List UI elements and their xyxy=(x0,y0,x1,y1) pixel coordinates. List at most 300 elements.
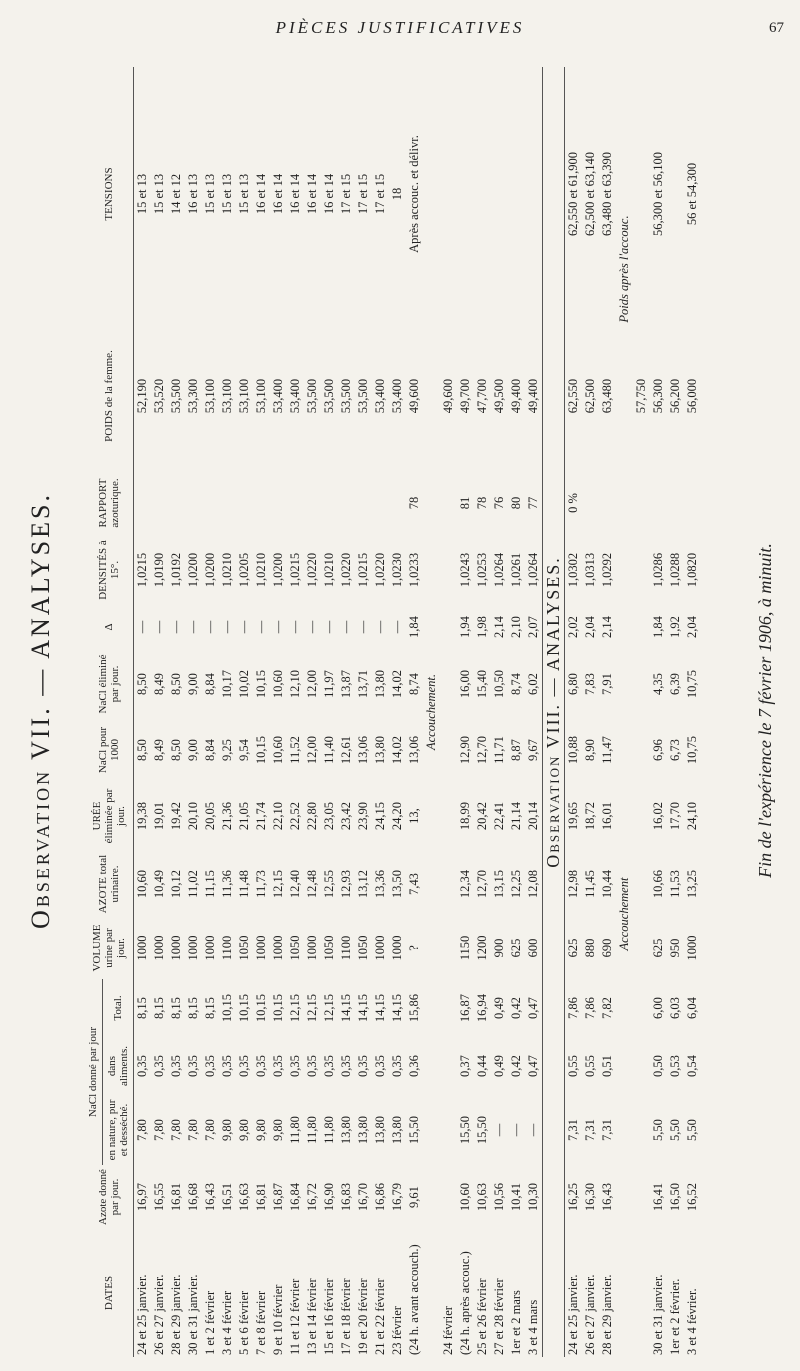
cell-nacl-nature: 7,31 xyxy=(566,1119,580,1141)
cell-uree: 19,38 xyxy=(135,801,149,831)
cell-date xyxy=(633,1229,650,1357)
cell-date: 1er et 2 février. xyxy=(668,1278,682,1355)
cell-nacl-total: 0,42 xyxy=(509,997,523,1019)
table-row xyxy=(372,67,389,1357)
cell-volume: 1000 xyxy=(685,935,699,961)
cell-azote-total: 12,34 xyxy=(458,869,472,899)
cell-nacl-elimine: 12,10 xyxy=(288,669,302,699)
cell-volume: 1050 xyxy=(356,935,370,961)
cell-nacl-aliments: 0,42 xyxy=(509,1055,523,1077)
cell-tension: 62,550 et 61,900 xyxy=(566,151,580,237)
cell-azote: 16,79 xyxy=(390,1182,404,1212)
cell-volume: 1050 xyxy=(288,935,302,961)
table-row xyxy=(474,67,491,1357)
cell-delta: — xyxy=(390,620,404,634)
cell-rapport xyxy=(582,471,599,535)
cell-delta xyxy=(633,605,650,649)
cell-delta: — xyxy=(169,620,183,634)
cell-nacl-nature: 7,80 xyxy=(135,1119,149,1141)
cell-nacl-nature: 7,80 xyxy=(169,1119,183,1141)
cell-nacl-total xyxy=(633,979,650,1037)
cell-densite: 1,0302 xyxy=(566,552,580,588)
cell-nacl-elimine: 15,40 xyxy=(475,669,489,699)
cell-poids: 53,520 xyxy=(152,378,166,414)
cell-nacl-aliments: 0,35 xyxy=(305,1055,319,1077)
cell-volume: 625 xyxy=(566,938,580,958)
cell-volume: 1050 xyxy=(237,935,251,961)
col-rapport: RAPPORT azoturique. xyxy=(84,471,134,535)
cell-azote: 16,70 xyxy=(356,1182,370,1212)
cell-azote: 16,43 xyxy=(600,1182,614,1212)
cell-nacl-1000: 9,67 xyxy=(526,739,540,761)
col-nacl-1000: NaCl pour 1000 xyxy=(84,719,134,781)
cell-delta: — xyxy=(220,620,234,634)
cell-poids: 53,400 xyxy=(288,378,302,414)
cell-nacl-nature: 9,80 xyxy=(254,1119,268,1141)
cell-nacl-aliments: 0,35 xyxy=(220,1055,234,1077)
analysis-table xyxy=(84,67,701,1357)
cell-delta: 2,14 xyxy=(600,616,614,638)
cell-rapport: 81 xyxy=(458,496,472,510)
col-poids: POIDS de la femme. xyxy=(84,321,134,471)
cell-delta: 2,04 xyxy=(685,616,699,638)
cell-date: 30 et 31 janvier. xyxy=(186,1274,200,1355)
cell-nacl-1000: 6,96 xyxy=(651,739,665,761)
cell-poids: 49,700 xyxy=(458,378,472,414)
cell-densite: 1,0288 xyxy=(668,552,682,588)
observation-subtitle-row xyxy=(543,67,565,1357)
cell-nacl-aliments: 0,53 xyxy=(668,1055,682,1077)
cell-rapport xyxy=(202,471,219,535)
cell-uree: 24,15 xyxy=(373,801,387,831)
cell-nacl-1000: 9,00 xyxy=(186,739,200,761)
cell-volume: 1050 xyxy=(322,935,336,961)
cell-volume: ? xyxy=(407,945,421,951)
cell-rapport: 78 xyxy=(475,496,489,510)
cell-uree: 22,41 xyxy=(492,801,506,831)
cell-azote-total: 10,49 xyxy=(152,869,166,899)
cell-densite: 1,0200 xyxy=(186,552,200,588)
cell-densite: 1,0215 xyxy=(288,552,302,588)
cell-nacl-total: 10,15 xyxy=(271,993,285,1023)
cell-nacl-nature: 5,50 xyxy=(668,1119,682,1141)
observation-title: Observation VII. — ANALYSES. xyxy=(26,492,55,929)
cell-tension: 15 et 13 xyxy=(220,173,234,215)
cell-densite xyxy=(440,535,457,605)
cell-date: 1er et 2 mars xyxy=(509,1290,523,1355)
cell-volume: 690 xyxy=(600,938,614,958)
cell-nacl-nature: 9,80 xyxy=(271,1119,285,1141)
cell-nacl-total xyxy=(440,979,457,1037)
cell-nacl-elimine: 14,02 xyxy=(390,669,404,699)
cell-nacl-aliments xyxy=(440,1037,457,1095)
cell-tension: 17 et 15 xyxy=(373,173,387,215)
cell-poids: 53,400 xyxy=(373,378,387,414)
cell-tension xyxy=(667,67,684,321)
cell-nacl-1000: 8,87 xyxy=(509,739,523,761)
cell-azote-total: 13,15 xyxy=(492,869,506,899)
col-azote-total: AZOTE total urinaire. xyxy=(84,851,134,917)
col-nacl-aliments: dans aliments. xyxy=(103,1037,134,1095)
cell-nacl-nature: — xyxy=(509,1123,523,1137)
cell-date: 21 et 22 février xyxy=(373,1278,387,1355)
cell-tension: 15 et 13 xyxy=(152,173,166,215)
cell-azote: 16,52 xyxy=(685,1182,699,1212)
cell-nacl-elimine: 12,00 xyxy=(305,669,319,699)
cell-nacl-elimine: 16,00 xyxy=(458,669,472,699)
cell-nacl-nature: — xyxy=(526,1123,540,1137)
table-row xyxy=(440,67,457,1357)
cell-delta: 1,98 xyxy=(475,616,489,638)
cell-volume: 1150 xyxy=(458,935,472,961)
cell-uree: 20,42 xyxy=(475,801,489,831)
cell-azote-total: 13,12 xyxy=(356,869,370,899)
cell-uree: 21,74 xyxy=(254,801,268,831)
cell-nacl-nature: — xyxy=(492,1123,506,1137)
cell-azote: 16,43 xyxy=(203,1182,217,1212)
cell-rapport xyxy=(684,471,701,535)
cell-delta: — xyxy=(152,620,166,634)
cell-nacl-1000: 11,47 xyxy=(600,736,614,764)
cell-azote: 16,68 xyxy=(186,1182,200,1212)
cell-delta: — xyxy=(305,620,319,634)
cell-delta: 1,84 xyxy=(651,616,665,638)
table-row xyxy=(219,67,236,1357)
page-header xyxy=(0,6,800,50)
cell-delta: — xyxy=(237,620,251,634)
cell-nacl-1000: 8,84 xyxy=(203,739,217,761)
cell-date: (24 h. avant accouch.) xyxy=(407,1244,421,1355)
cell-date: 13 et 14 février xyxy=(305,1278,319,1355)
cell-uree: 23,42 xyxy=(339,801,353,831)
cell-delta: 2,10 xyxy=(509,616,523,638)
cell-nacl-1000: 8,90 xyxy=(583,739,597,761)
cell-nacl-1000: 12,00 xyxy=(305,735,319,765)
cell-date: 1 et 2 février xyxy=(203,1290,217,1355)
cell-nacl-total: 10,15 xyxy=(237,993,251,1023)
cell-tension: 16 et 14 xyxy=(288,173,302,215)
cell-nacl-total: 16,87 xyxy=(458,993,472,1023)
table-row xyxy=(270,67,287,1357)
cell-azote: 16,97 xyxy=(135,1182,149,1212)
footer-note: Fin de l'expérience le 7 février 1906, à minuit. xyxy=(755,543,775,878)
cell-rapport xyxy=(321,471,338,535)
cell-nacl-elimine: 10,75 xyxy=(685,669,699,699)
cell-volume: 1000 xyxy=(186,935,200,961)
cell-volume: 600 xyxy=(526,938,540,958)
cell-nacl-total: 10,15 xyxy=(220,993,234,1023)
cell-nacl-nature: 13,80 xyxy=(339,1115,353,1145)
cell-nacl-aliments: 0,35 xyxy=(288,1055,302,1077)
cell-poids: 57,750 xyxy=(634,378,648,414)
col-delta: Δ xyxy=(84,605,134,649)
cell-nacl-1000: 6,73 xyxy=(668,739,682,761)
cell-poids: 56,200 xyxy=(668,378,682,414)
table-row xyxy=(491,67,508,1357)
cell-uree: 21,05 xyxy=(237,801,251,831)
cell-azote-total: 12,93 xyxy=(339,869,353,899)
cell-rapport xyxy=(304,471,321,535)
cell-poids: 53,300 xyxy=(186,378,200,414)
cell-poids: 53,400 xyxy=(271,378,285,414)
cell-azote: 16,81 xyxy=(254,1182,268,1212)
cell-tension: 56 et 54,300 xyxy=(685,162,699,226)
table-row xyxy=(168,67,185,1357)
cell-tension xyxy=(457,67,474,321)
cell-volume: 625 xyxy=(651,938,665,958)
table-row xyxy=(457,67,474,1357)
cell-delta: — xyxy=(373,620,387,634)
cell-volume: 900 xyxy=(492,938,506,958)
cell-nacl-elimine: 13,71 xyxy=(356,669,370,699)
cell-nacl-nature: 11,80 xyxy=(305,1116,319,1144)
cell-nacl-elimine: 10,17 xyxy=(220,669,234,699)
cell-nacl-total: 14,15 xyxy=(356,993,370,1023)
cell-uree: 21,36 xyxy=(220,801,234,831)
cell-densite: 1,0220 xyxy=(305,552,319,588)
cell-azote-total: 10,66 xyxy=(651,869,665,899)
cell-azote: 10,41 xyxy=(509,1182,523,1212)
cell-nacl-total: 15,86 xyxy=(407,993,421,1023)
cell-tension xyxy=(525,67,543,321)
cell-uree: 16,02 xyxy=(651,801,665,831)
cell-nacl-total: 7,86 xyxy=(566,997,580,1019)
cell-uree: 19,42 xyxy=(169,801,183,831)
cell-nacl-nature: 7,31 xyxy=(583,1119,597,1141)
cell-rapport xyxy=(270,471,287,535)
cell-nacl-aliments: 0,50 xyxy=(651,1055,665,1077)
col-nacl-elimine: NaCl éliminé par jour. xyxy=(84,649,134,719)
cell-azote-total: 13,50 xyxy=(390,869,404,899)
cell-volume: 950 xyxy=(668,938,682,958)
cell-nacl-aliments: 0,35 xyxy=(254,1055,268,1077)
page-number: 67 xyxy=(769,20,784,36)
col-azote: Azote donné par jour. xyxy=(84,1165,134,1229)
cell-nacl-aliments: 0,35 xyxy=(390,1055,404,1077)
cell-uree: 22,10 xyxy=(271,801,285,831)
cell-nacl-1000 xyxy=(633,719,650,781)
cell-nacl-aliments: 0,35 xyxy=(271,1055,285,1077)
cell-rapport xyxy=(355,471,372,535)
cell-poids: 49,400 xyxy=(526,378,540,414)
cell-azote: 16,25 xyxy=(566,1182,580,1212)
cell-date: 24 février xyxy=(441,1306,455,1355)
cell-rapport xyxy=(650,471,667,535)
cell-volume: 1000 xyxy=(390,935,404,961)
cell-poids: 56,300 xyxy=(651,378,665,414)
table-row xyxy=(508,67,525,1357)
cell-azote-total: 11,53 xyxy=(668,870,682,898)
cell-densite: 1,0261 xyxy=(509,552,523,588)
cell-densite: 1,0190 xyxy=(152,552,166,588)
cell-delta: 2,04 xyxy=(583,616,597,638)
cell-uree: 18,99 xyxy=(458,801,472,831)
table-row xyxy=(684,67,701,1357)
cell-densite: 1,0210 xyxy=(220,552,234,588)
cell-date: 9 et 10 février xyxy=(271,1284,285,1355)
cell-delta: 1,94 xyxy=(458,616,472,638)
table-row xyxy=(599,67,616,1357)
cell-volume: 1200 xyxy=(475,935,489,961)
cell-nacl-elimine: 11,97 xyxy=(322,670,336,698)
running-title: PIÈCES JUSTIFICATIVES xyxy=(275,18,525,37)
cell-azote: 16,83 xyxy=(339,1182,353,1212)
cell-date: 26 et 27 janvier. xyxy=(152,1274,166,1355)
cell-rapport xyxy=(287,471,304,535)
cell-date: 19 et 20 février xyxy=(356,1278,370,1355)
cell-poids: 49,500 xyxy=(492,378,506,414)
cell-densite: 1,0253 xyxy=(475,552,489,588)
cell-uree: 17,70 xyxy=(668,801,682,831)
table-row xyxy=(236,67,253,1357)
cell-tension: 15 et 13 xyxy=(203,173,217,215)
cell-tension xyxy=(474,67,491,321)
cell-densite: 1,0292 xyxy=(600,552,614,588)
cell-date: 3 et 4 mars xyxy=(526,1299,540,1355)
cell-nacl-total: 14,15 xyxy=(390,993,404,1023)
cell-date: 5 et 6 février xyxy=(237,1290,251,1355)
cell-delta: — xyxy=(288,620,302,634)
cell-delta: — xyxy=(135,620,149,634)
cell-volume: 1000 xyxy=(169,935,183,961)
cell-date: 23 février xyxy=(390,1306,404,1355)
cell-nacl-aliments: 0,37 xyxy=(458,1055,472,1077)
cell-nacl-elimine: 10,60 xyxy=(271,669,285,699)
cell-densite: 1,0286 xyxy=(651,552,665,588)
cell-azote-total xyxy=(633,851,650,917)
cell-rapport: 80 xyxy=(509,496,523,510)
cell-rapport xyxy=(185,471,202,535)
cell-date: 25 et 26 février xyxy=(475,1278,489,1355)
cell-rapport xyxy=(633,471,650,535)
cell-nacl-nature: 7,31 xyxy=(600,1119,614,1141)
note-text: Accouchement xyxy=(617,877,631,951)
cell-azote-total: 11,45 xyxy=(583,870,597,898)
cell-nacl-nature: 7,80 xyxy=(186,1119,200,1141)
cell-azote-total: 12,40 xyxy=(288,869,302,899)
cell-nacl-elimine: 7,83 xyxy=(583,673,597,695)
cell-azote: 16,84 xyxy=(288,1182,302,1212)
cell-uree: 20,10 xyxy=(186,801,200,831)
col-tensions: TENSIONS xyxy=(84,67,134,321)
table-row xyxy=(202,67,219,1357)
col-nacl-group: NaCl donné par jour xyxy=(84,979,103,1165)
cell-nacl-aliments xyxy=(633,1037,650,1095)
table-row xyxy=(321,67,338,1357)
table-row xyxy=(253,67,270,1357)
cell-poids: 47,700 xyxy=(475,378,489,414)
cell-tension: 18 xyxy=(390,187,404,201)
cell-volume: 1000 xyxy=(152,935,166,961)
cell-azote: 16,51 xyxy=(220,1182,234,1212)
cell-nacl-nature xyxy=(440,1095,457,1165)
cell-poids: 53,500 xyxy=(169,378,183,414)
col-uree: URÉE éliminée par jour. xyxy=(84,781,134,851)
cell-nacl-total: 8,15 xyxy=(152,997,166,1019)
cell-rapport xyxy=(599,471,616,535)
note-text: Accouchement. xyxy=(424,674,438,751)
cell-nacl-aliments: 0,47 xyxy=(526,1055,540,1077)
cell-azote xyxy=(440,1165,457,1229)
cell-nacl-aliments: 0,35 xyxy=(356,1055,370,1077)
cell-date: 26 et 27 janvier. xyxy=(583,1274,597,1355)
cell-volume xyxy=(633,917,650,979)
cell-date: (24 h. après accouc.) xyxy=(458,1251,472,1355)
cell-delta: — xyxy=(186,620,200,634)
cell-rapport xyxy=(440,471,457,535)
cell-azote-total xyxy=(440,851,457,917)
cell-uree: 16,01 xyxy=(600,801,614,831)
cell-tension: 16 et 13 xyxy=(186,173,200,215)
cell-nacl-nature: 7,80 xyxy=(203,1119,217,1141)
cell-uree: 20,05 xyxy=(203,801,217,831)
table-body xyxy=(134,67,702,1357)
cell-densite: 1,0215 xyxy=(135,552,149,588)
cell-nacl-total: 8,15 xyxy=(203,997,217,1019)
cell-nacl-total: 8,15 xyxy=(169,997,183,1019)
observation-subtitle: Observation VIII. — ANALYSES. xyxy=(543,67,565,1357)
cell-volume: 1100 xyxy=(220,935,234,961)
cell-nacl-elimine: 7,91 xyxy=(600,673,614,695)
cell-nacl-nature: 13,80 xyxy=(356,1115,370,1145)
cell-azote-total: 10,12 xyxy=(169,869,183,899)
cell-nacl-elimine: 10,02 xyxy=(237,669,251,699)
cell-nacl-1000: 11,71 xyxy=(492,736,506,764)
cell-nacl-aliments: 0,35 xyxy=(339,1055,353,1077)
cell-uree: 20,14 xyxy=(526,801,540,831)
cell-delta: — xyxy=(322,620,336,634)
cell-tension: 16 et 14 xyxy=(322,173,336,215)
cell-poids: 49,600 xyxy=(441,378,455,414)
cell-poids: 53,100 xyxy=(237,378,251,414)
cell-nacl-elimine: 6,39 xyxy=(668,673,682,695)
cell-date: 15 et 16 février xyxy=(322,1278,336,1355)
cell-densite: 1,0205 xyxy=(237,552,251,588)
cell-uree: 24,20 xyxy=(390,801,404,831)
cell-tension: 63,480 et 63,390 xyxy=(600,151,614,237)
cell-tension: 16 et 14 xyxy=(305,173,319,215)
cell-tension: 17 et 15 xyxy=(339,173,353,215)
table-row xyxy=(151,67,168,1357)
cell-azote: 10,63 xyxy=(475,1182,489,1212)
cell-nacl-1000: 13,06 xyxy=(407,735,421,765)
cell-poids: 53,500 xyxy=(339,378,353,414)
cell-rapport xyxy=(253,471,270,535)
table-row xyxy=(134,67,152,1357)
cell-volume: 1000 xyxy=(305,935,319,961)
cell-densite: 1,0264 xyxy=(526,552,540,588)
cell-nacl-1000: 13,06 xyxy=(356,735,370,765)
cell-poids: 53,500 xyxy=(322,378,336,414)
cell-tension: 16 et 14 xyxy=(254,173,268,215)
cell-densite: 1,0200 xyxy=(203,552,217,588)
cell-azote-total: 7,43 xyxy=(407,873,421,895)
cell-densite: 1,0220 xyxy=(373,552,387,588)
cell-nacl-1000: 12,61 xyxy=(339,735,353,765)
cell-nacl-nature: 11,80 xyxy=(288,1116,302,1144)
cell-poids: 49,600 xyxy=(407,378,421,414)
cell-azote-total: 13,25 xyxy=(685,869,699,899)
cell-tension: Après accouc. et délivr. xyxy=(407,135,421,253)
cell-delta xyxy=(440,605,457,649)
table-row xyxy=(185,67,202,1357)
cell-poids: 52,190 xyxy=(135,378,149,414)
cell-nacl-total: 8,15 xyxy=(135,997,149,1019)
table-row xyxy=(338,67,355,1357)
cell-nacl-aliments: 0,54 xyxy=(685,1055,699,1077)
cell-densite: 1,0192 xyxy=(169,552,183,588)
cell-nacl-aliments: 0,35 xyxy=(152,1055,166,1077)
